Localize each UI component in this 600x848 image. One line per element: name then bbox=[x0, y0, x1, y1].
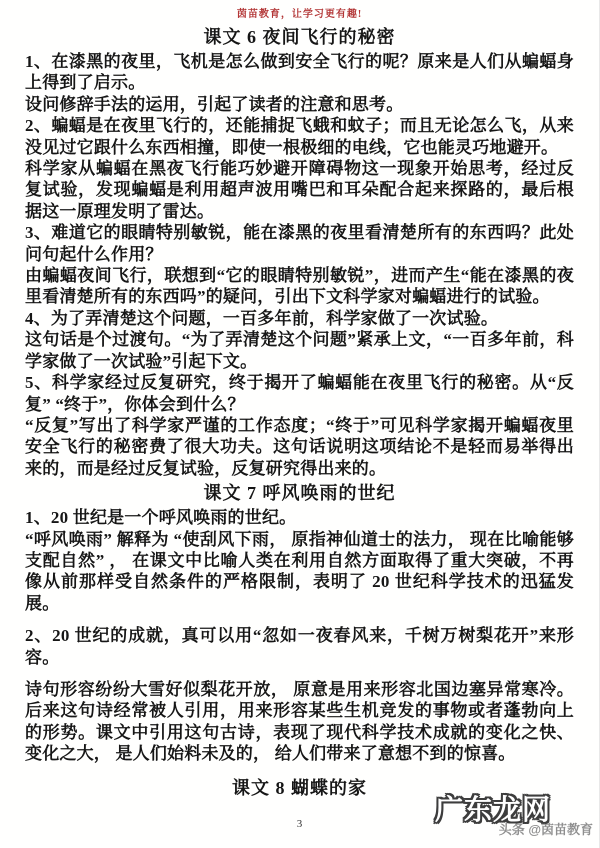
paragraph: 诗句形容纷纷大雪好似梨花开放， 原意是用来形容北国边塞异常寒冷。后来这句诗经常被人引用，用来形容某些生机竞发的事物或者蓬勃向上的形势。课文中引用这句古诗，表现了现代科学技术成就的变化之快、变化之大， 是人们始料未及的， 给人们带来了意想不到的惊喜。 bbox=[25, 679, 574, 764]
lesson-heading: 课文 7 呼风唤雨的世纪 bbox=[203, 483, 396, 504]
watermark bbox=[435, 794, 593, 840]
paragraph: 科学家从蝙蝠在黑夜飞行能巧妙避开障碍物这一现象开始思考，经过反复试验，发现蝙蝠是利用超声波用嘴巴和耳朵配合起来探路的，最后根据这一原理发明了雷达。 bbox=[25, 159, 574, 221]
paragraph: 1、在漆黑的夜里，飞机是怎么做到安全飞行的呢？原来是人们从蝙蝠身上得到了启示。 bbox=[25, 52, 574, 93]
paragraph: “呼风唤雨” 解释为 “使刮风下雨， 原指神仙道士的法力， 现在比喻能够支配自然” ， 在课文中比喻人类在利用自然方面取得了重大突破，不再像从前那样受自然条件的严格限制，表明了 20 世纪科学技术的迅猛发展。 bbox=[25, 529, 574, 613]
paragraph: 设问修辞手法的运用，引起了读者的注意和思考。 bbox=[25, 94, 404, 114]
paragraph: 1、20 世纪是一个呼风唤雨的世纪。 bbox=[25, 508, 297, 528]
paragraph: “反复”写出了科学家严谨的工作态度；“终于”可见科学家揭开蝙蝠夜里安全飞行的秘密费了很大功夫。这句话说明这项结论不是轻而易举得出来的，而是经过反复试验，反复研究得出来的。 bbox=[25, 415, 574, 478]
paragraph: 3、难道它的眼睛特别敏锐，能在漆黑的夜里看清楚所有的东西吗？此处问句起什么作用？ bbox=[25, 223, 574, 264]
watermark-subtext: 头条 @茵苗教育 bbox=[498, 822, 593, 837]
lesson-heading: 课文 6 夜间飞行的秘密 bbox=[203, 27, 396, 47]
page-number: 3 bbox=[296, 818, 303, 830]
paragraph: 5、科学家经过反复研究，终于揭开了蝙蝠能在夜里飞行的秘密。从“反复” “终于”，你体会到什么？ bbox=[25, 373, 574, 414]
brand-header-line: 茵苗教育，让学习更有趣! bbox=[236, 9, 363, 20]
lesson-heading: 课文 8 蝴蝶的家 bbox=[232, 777, 367, 798]
watermark-logo-text: 广东龙网 bbox=[435, 794, 552, 825]
paragraph: 2、20 世纪的成就，真可以用“忽如一夜春风来，千树万树梨花开”来形容。 bbox=[25, 626, 574, 667]
paragraph: 2、蝙蝠是在夜里飞行的，还能捕捉飞蛾和蚊子；而且无论怎么飞，从来没见过它跟什么东西相撞，即使一根极细的电线，它也能灵巧地避开。 bbox=[25, 116, 574, 157]
paragraph: 由蝙蝠夜间飞行，联想到“它的眼睛特别敏锐”，进而产生“能在漆黑的夜里看清楚所有的东西吗”的疑问，引出下文科学家对蝙蝠进行的试验。 bbox=[25, 266, 574, 307]
document-body bbox=[25, 25, 574, 800]
paragraph: 这句话是个过渡句。“为了弄清楚这个问题”紧承上文，“一百多年前，科学家做了一次试验”引起下文。 bbox=[25, 330, 574, 371]
paragraph: 4、为了弄清楚这个问题，一百多年前，科学家做了一次试验。 bbox=[25, 308, 499, 328]
